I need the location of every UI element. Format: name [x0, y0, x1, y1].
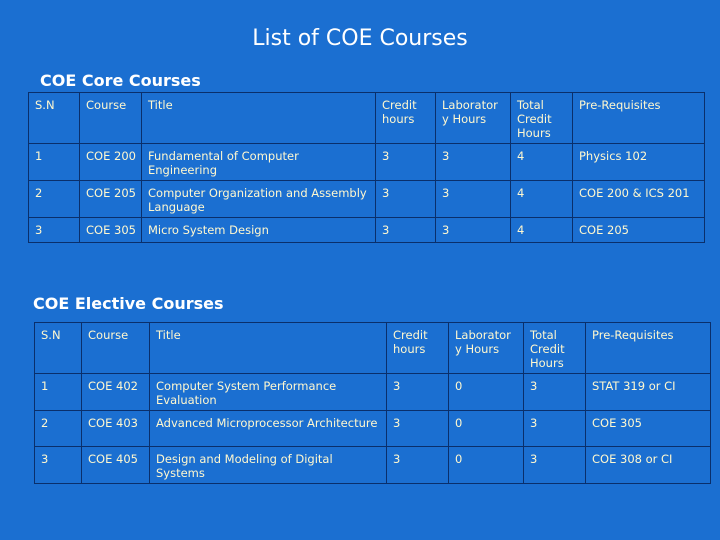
cell-total-credit-hours: 3	[524, 374, 586, 411]
cell-prerequisites: COE 308 or CI	[586, 447, 711, 484]
header-sn: S.N	[29, 93, 80, 144]
cell-title: Advanced Microprocessor Architecture	[150, 411, 387, 447]
header-course: Course	[82, 323, 150, 374]
cell-sn: 3	[35, 447, 82, 484]
table-row	[35, 374, 711, 411]
cell-course: COE 402	[82, 374, 150, 411]
cell-sn: 1	[29, 144, 80, 181]
core-courses-table	[28, 92, 705, 243]
cell-title: Fundamental of Computer Engineering	[142, 144, 376, 181]
cell-prerequisites: Physics 102	[573, 144, 705, 181]
cell-sn: 3	[29, 218, 80, 243]
cell-lab-hours: 0	[449, 374, 524, 411]
table-header-row	[35, 323, 711, 374]
cell-sn: 2	[35, 411, 82, 447]
header-title: Title	[142, 93, 376, 144]
cell-lab-hours: 3	[436, 181, 511, 218]
header-credit-hours: Credit hours	[387, 323, 449, 374]
cell-credit-hours: 3	[387, 374, 449, 411]
cell-lab-hours: 0	[449, 447, 524, 484]
header-lab-hours: Laborator y Hours	[436, 93, 511, 144]
cell-title: Design and Modeling of Digital Systems	[150, 447, 387, 484]
cell-title: Computer Organization and Assembly Language	[142, 181, 376, 218]
cell-credit-hours: 3	[376, 218, 436, 243]
cell-lab-hours: 3	[436, 144, 511, 181]
cell-title: Computer System Performance Evaluation	[150, 374, 387, 411]
cell-title: Micro System Design	[142, 218, 376, 243]
header-title: Title	[150, 323, 387, 374]
cell-lab-hours: 3	[436, 218, 511, 243]
elective-courses-table	[34, 322, 711, 484]
cell-course: COE 205	[80, 181, 142, 218]
header-sn: S.N	[35, 323, 82, 374]
header-prerequisites: Pre-Requisites	[573, 93, 705, 144]
cell-course: COE 405	[82, 447, 150, 484]
header-total-credit-hours: Total Credit Hours	[511, 93, 573, 144]
cell-credit-hours: 3	[376, 144, 436, 181]
cell-course: COE 403	[82, 411, 150, 447]
header-credit-hours: Credit hours	[376, 93, 436, 144]
header-total-credit-hours: Total Credit Hours	[524, 323, 586, 374]
cell-total-credit-hours: 4	[511, 218, 573, 243]
table-row	[35, 411, 711, 447]
header-course: Course	[80, 93, 142, 144]
header-lab-hours: Laborator y Hours	[449, 323, 524, 374]
cell-total-credit-hours: 3	[524, 447, 586, 484]
cell-prerequisites: COE 200 & ICS 201	[573, 181, 705, 218]
core-courses-heading: COE Core Courses	[40, 71, 201, 90]
cell-total-credit-hours: 4	[511, 144, 573, 181]
header-prerequisites: Pre-Requisites	[586, 323, 711, 374]
cell-credit-hours: 3	[376, 181, 436, 218]
cell-sn: 1	[35, 374, 82, 411]
cell-credit-hours: 3	[387, 447, 449, 484]
elective-courses-heading: COE Elective Courses	[33, 294, 224, 313]
cell-prerequisites: STAT 319 or CI	[586, 374, 711, 411]
cell-lab-hours: 0	[449, 411, 524, 447]
cell-total-credit-hours: 4	[511, 181, 573, 218]
cell-sn: 2	[29, 181, 80, 218]
cell-course: COE 305	[80, 218, 142, 243]
table-row	[29, 144, 705, 181]
table-row	[29, 218, 705, 243]
cell-course: COE 200	[80, 144, 142, 181]
table-row	[35, 447, 711, 484]
table-row	[29, 181, 705, 218]
cell-prerequisites: COE 305	[586, 411, 711, 447]
cell-prerequisites: COE 205	[573, 218, 705, 243]
table-header-row	[29, 93, 705, 144]
cell-credit-hours: 3	[387, 411, 449, 447]
cell-total-credit-hours: 3	[524, 411, 586, 447]
page-title: List of COE Courses	[252, 26, 468, 51]
